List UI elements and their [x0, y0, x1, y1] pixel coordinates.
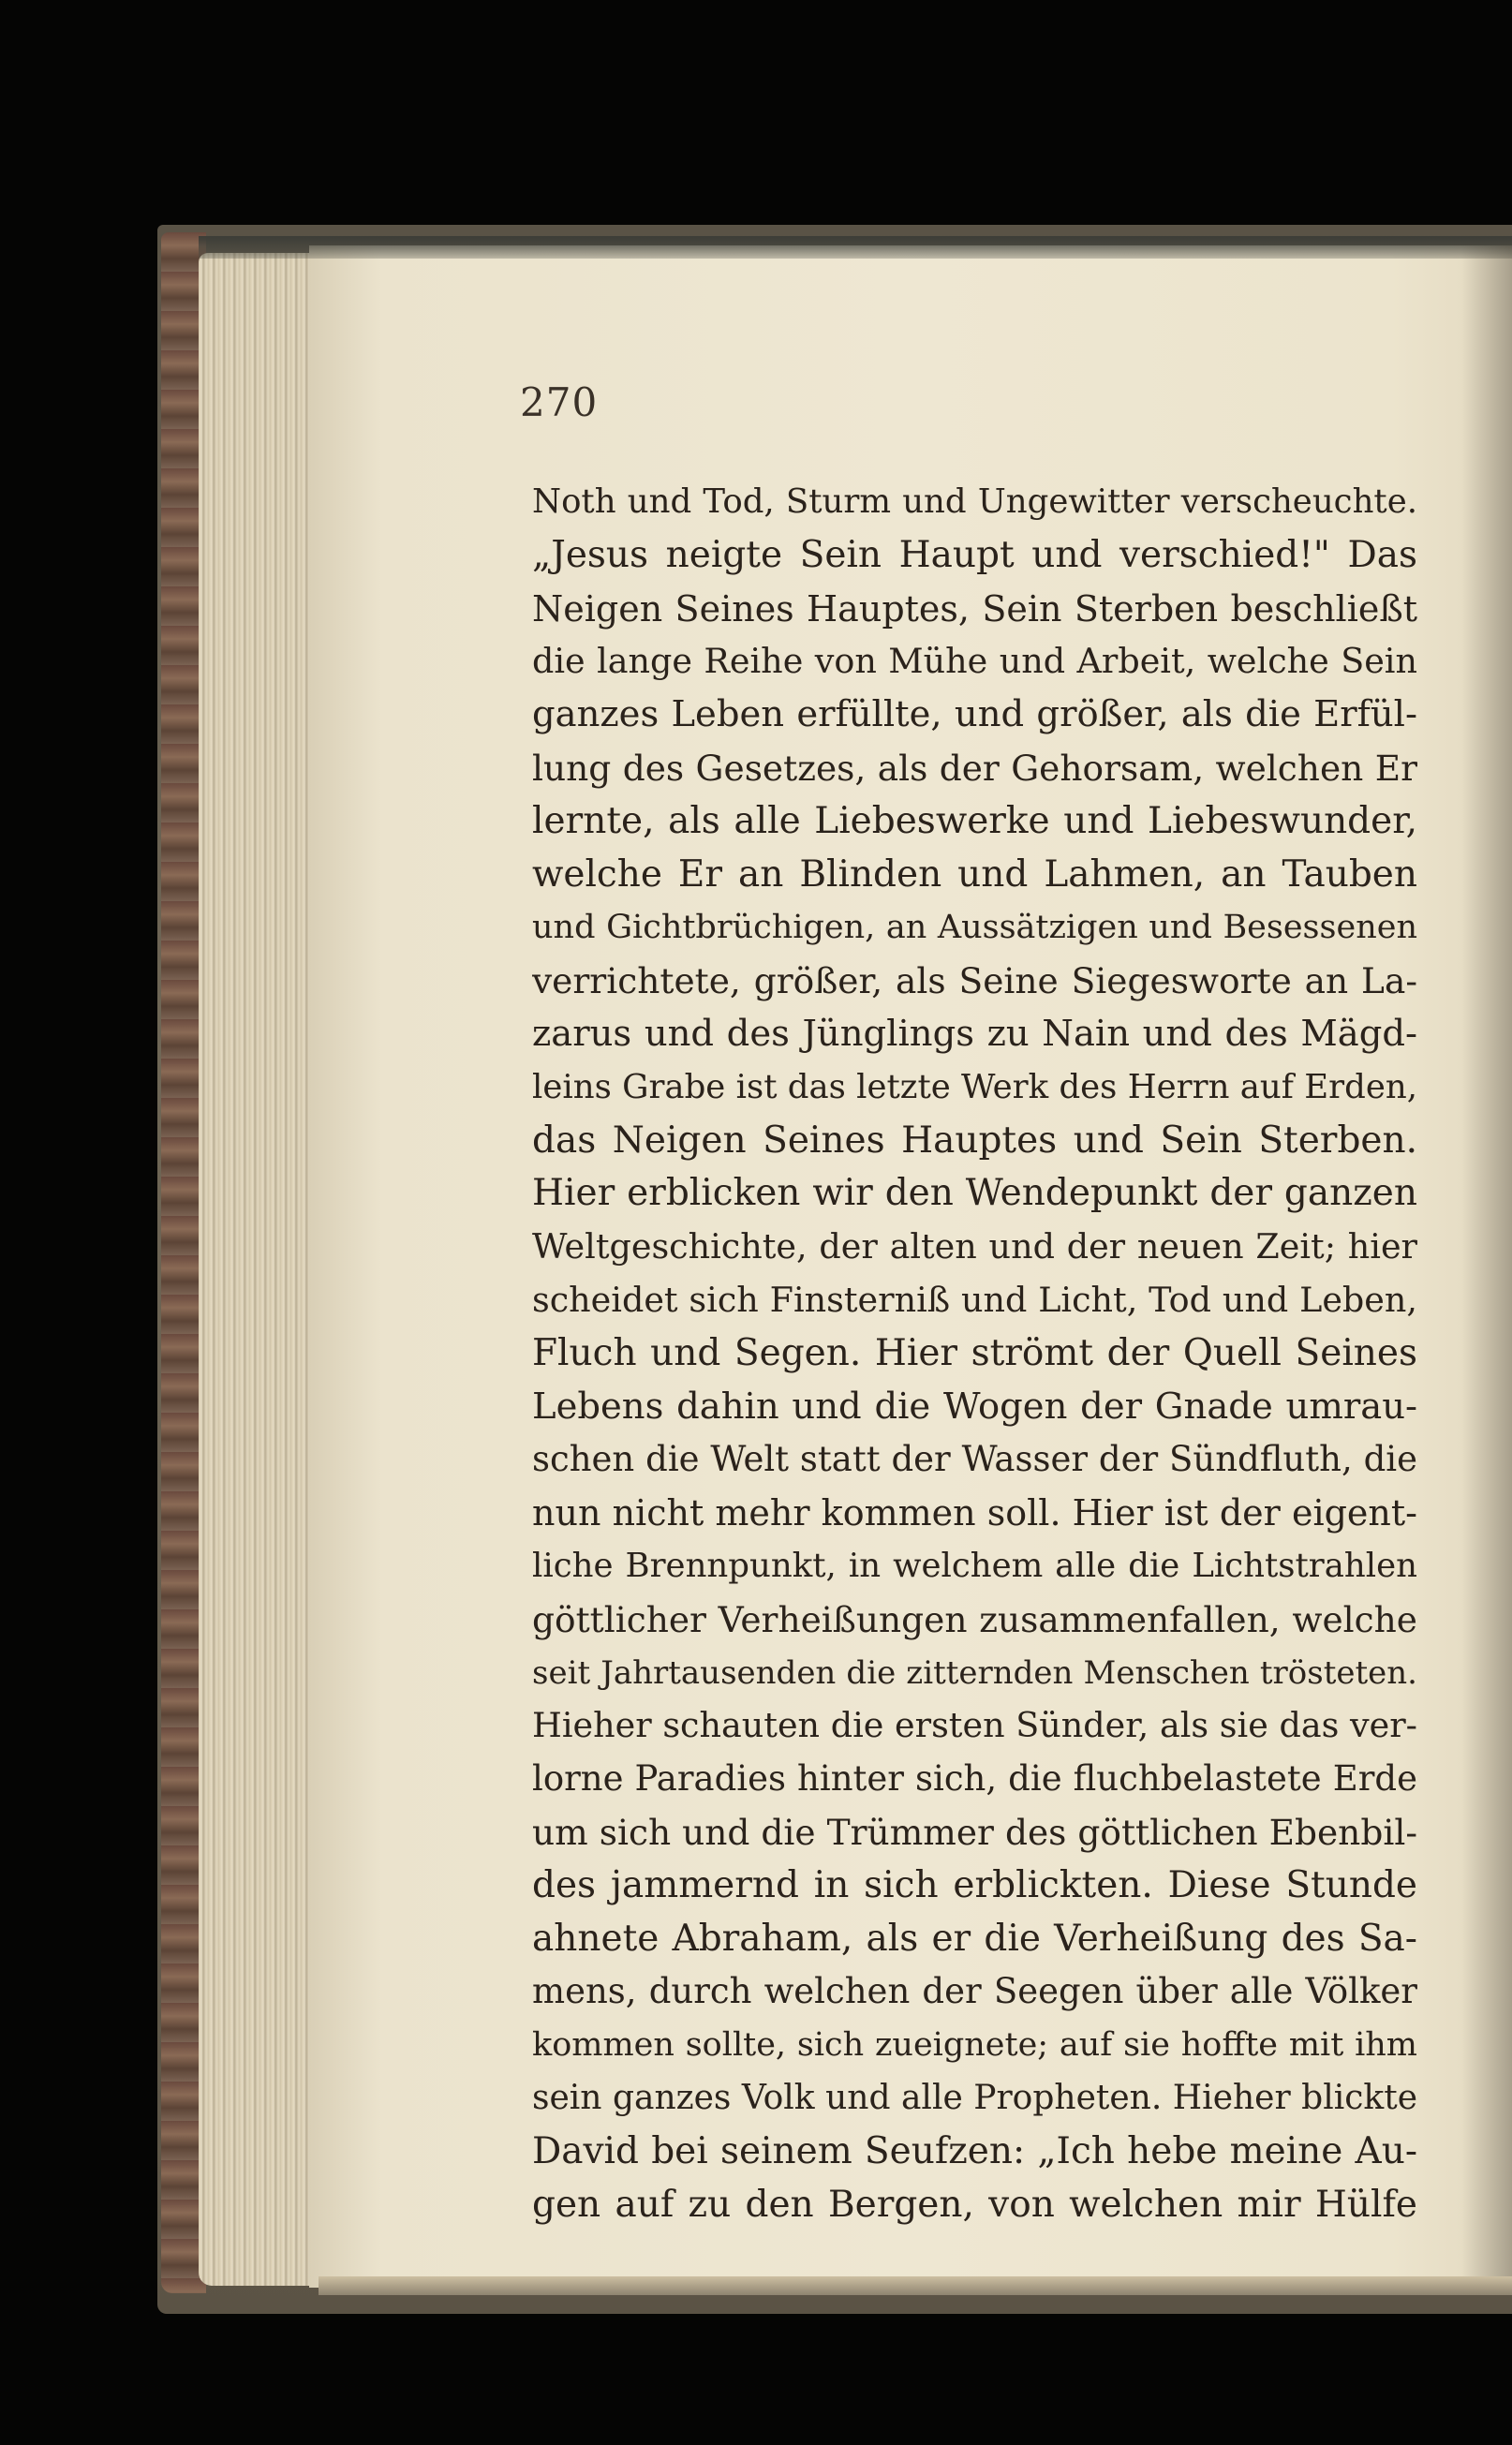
- text-line: um sich und die Trümmer des göttlichen Ebenbil-: [532, 1811, 1417, 1853]
- text-line: „Jesus neigte Sein Haupt und verschied!" Das: [532, 533, 1417, 576]
- text-line: das Neigen Seines Hauptes und Sein Sterben.: [532, 1119, 1417, 1162]
- text-line: welche Er an Blinden und Lahmen, an Tauben: [532, 852, 1417, 896]
- text-line: mens, durch welchen der Seegen über alle Völker: [532, 1971, 1417, 2012]
- text-line: zarus und des Jünglings zu Nain und des Mägd-: [532, 1012, 1417, 1055]
- text-line: Lebens dahin und die Wogen der Gnade umrau-: [532, 1385, 1417, 1428]
- text-line: scheidet sich Finsterniß und Licht, Tod und Leben,: [532, 1279, 1417, 1320]
- text-line: lorne Paradies hinter sich, die fluchbelastete Erde: [532, 1758, 1417, 1800]
- text-line: schen die Welt statt der Wasser der Sündfluth, die: [532, 1439, 1417, 1480]
- page-bottom-edge: [319, 2276, 1512, 2295]
- page-number: 270: [520, 379, 599, 425]
- text-line: leins Grabe ist das letzte Werk des Herrn auf Erden,: [532, 1067, 1417, 1106]
- text-line: liche Brennpunkt, in welchem alle die Lichtstrahlen: [532, 1546, 1417, 1585]
- text-line: ganzes Leben erfüllte, und größer, als die Erfül-: [532, 693, 1417, 736]
- text-line: Fluch und Segen. Hier strömt der Quell Seines: [532, 1331, 1417, 1374]
- text-line: göttlicher Verheißungen zusammenfallen, welche: [532, 1598, 1417, 1640]
- text-line: gen auf zu den Bergen, von welchen mir Hülfe: [532, 2183, 1417, 2226]
- text-line: nun nicht mehr kommen soll. Hier ist der eigent-: [532, 1492, 1417, 1534]
- text-line: lung des Gesetzes, als der Gehorsam, welchen Er: [532, 747, 1417, 789]
- text-line: Neigen Seines Hauptes, Sein Sterben beschließt: [532, 587, 1417, 630]
- body-text: [532, 476, 1417, 2231]
- page-top-shadow: [199, 236, 1512, 259]
- text-line: und Gichtbrüchigen, an Aussätzigen und Besessenen: [532, 909, 1417, 947]
- text-line: seit Jahrtausenden die zitternden Menschen trösteten.: [532, 1653, 1417, 1692]
- text-line: Noth und Tod, Sturm und Ungewitter verscheuchte.: [532, 482, 1417, 521]
- text-line: Hieher schauten die ersten Sünder, als sie das ver-: [532, 1705, 1417, 1746]
- text-line: Hier erblicken wir den Wendepunkt der ganzen: [532, 1172, 1417, 1215]
- text-line: die lange Reihe von Mühe und Arbeit, welche Sein: [532, 641, 1417, 682]
- text-line: David bei seinem Seufzen: „Ich hebe meine Au-: [532, 2129, 1417, 2172]
- text-line: kommen sollte, sich zueignete; auf sie hoffte mit ihm: [532, 2026, 1417, 2065]
- text-line: sein ganzes Volk und alle Propheten. Hieher blickte: [532, 2078, 1417, 2117]
- text-line: verrichtete, größer, als Seine Siegesworte an La-: [532, 960, 1417, 1002]
- text-line: Weltgeschichte, der alten und der neuen Zeit; hier: [532, 1226, 1417, 1267]
- page-right-shadow: [1461, 245, 1512, 2288]
- text-line: des jammernd in sich erblickten. Diese Stunde: [532, 1863, 1417, 1906]
- text-line: ahnete Abraham, als er die Verheißung des Sa-: [532, 1917, 1417, 1960]
- text-line: lernte, als alle Liebeswerke und Liebeswunder,: [532, 799, 1417, 842]
